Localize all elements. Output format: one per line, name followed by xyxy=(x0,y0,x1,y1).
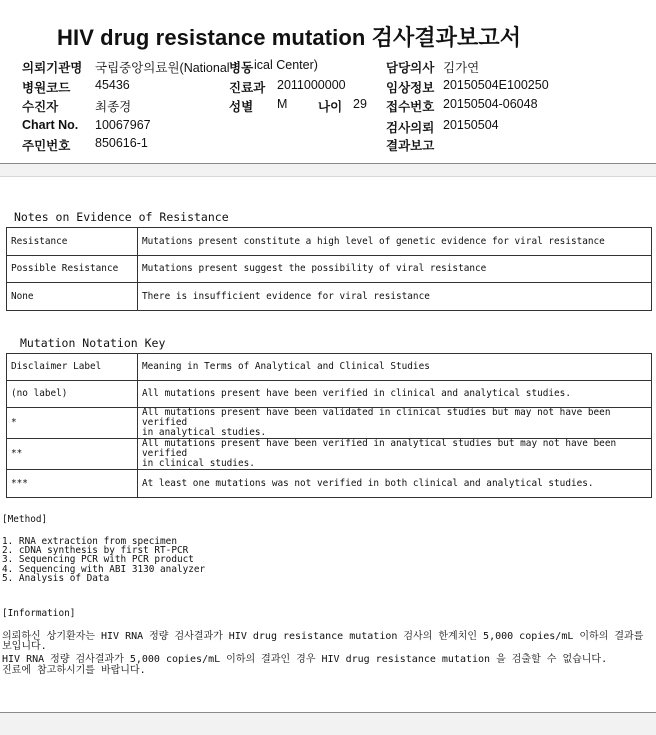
age-value: 29 xyxy=(353,97,367,111)
information-line: 진료에 참고하시기를 바랍니다. xyxy=(2,665,146,676)
notation-meaning-line: in analytical studies. xyxy=(142,427,267,438)
report-title: HIV drug resistance mutation 검사결과보고서 xyxy=(57,25,522,50)
method-step: 2. cDNA synthesis by first RT-PCR xyxy=(2,545,189,556)
chart-no-label: Chart No. xyxy=(22,118,79,132)
table-row xyxy=(7,283,652,311)
result-report-label: 결과보고 xyxy=(386,139,435,153)
information-line: 의뢰하신 상기환자는 HIV RNA 정량 검사결과가 HIV drug resistance mutation 검사의 한계치인 5,000 copies/mL 이하의 결과를 xyxy=(2,631,644,642)
table-row xyxy=(7,439,652,470)
notation-meaning-line: in clinical studies. xyxy=(142,458,255,469)
request-date-label: 검사의뢰 xyxy=(386,121,435,135)
notes-desc: Mutations present constitute a high level of genetic evidence for viral resistance xyxy=(138,228,652,256)
notation-meaning-line: At least one mutations was not verified in both clinical and analytical studies. xyxy=(142,477,594,489)
institution-value: 국립중앙의료원(National xyxy=(95,61,230,75)
information-title: [Information] xyxy=(2,608,76,619)
method-step: 1. RNA extraction from specimen xyxy=(2,536,177,547)
clinical-info-value: 20150504E100250 xyxy=(443,78,549,92)
resident-no-label: 주민번호 xyxy=(22,139,71,153)
method-step: 4. Sequencing with ABI 3130 analyzer xyxy=(2,564,206,575)
table-row xyxy=(7,408,652,439)
patient-value: 최종경 xyxy=(95,100,132,114)
notes-term: Resistance xyxy=(7,228,138,256)
sex-value: M xyxy=(277,97,288,111)
department-value: 2011000000 xyxy=(277,78,346,92)
method-step: 5. Analysis of Data xyxy=(2,573,110,584)
clinical-info-label: 임상정보 xyxy=(386,81,435,95)
notation-meaning-line: All mutations present have been verified in analytical studies but may not have been verified xyxy=(142,438,617,459)
notation-meaning xyxy=(138,408,652,439)
hospital-code-value: 45436 xyxy=(95,78,130,92)
table-row xyxy=(7,381,652,408)
notation-label: (no label) xyxy=(7,381,138,408)
information-line: HIV RNA 정량 검사결과가 5,000 copies/mL 이하의 결과인 경우 HIV drug resistance mutation 을 검출할 수 없습니다. xyxy=(2,654,608,665)
notation-label: ** xyxy=(7,439,138,470)
notation-header-label: Disclaimer Label xyxy=(7,354,138,381)
notes-title: Notes on Evidence of Resistance xyxy=(14,210,229,224)
table-row xyxy=(7,470,652,498)
notes-desc: There is insufficient evidence for viral resistance xyxy=(138,283,652,311)
institution-label: 의뢰기관명 xyxy=(22,61,83,75)
notation-header-meaning: Meaning in Terms of Analytical and Clinical Studies xyxy=(138,354,652,381)
doctor-label: 담당의사 xyxy=(386,61,435,75)
footer-band xyxy=(0,712,656,735)
notation-label: * xyxy=(7,408,138,439)
notes-desc: Mutations present suggest the possibility of viral resistance xyxy=(138,256,652,283)
notes-table xyxy=(6,227,652,311)
notation-meaning xyxy=(138,381,652,408)
institution-value-overflow: ical Center) xyxy=(254,58,318,72)
hospital-code-label: 병원코드 xyxy=(22,81,71,95)
patient-label: 수진자 xyxy=(22,100,59,114)
notes-term: Possible Resistance xyxy=(7,256,138,283)
sex-label: 성별 xyxy=(229,100,254,114)
request-date-value: 20150504 xyxy=(443,118,499,132)
department-label: 진료과 xyxy=(229,81,266,95)
information-line: 보입니다. xyxy=(2,641,47,652)
receipt-no-value: 20150504-06048 xyxy=(443,97,538,111)
notation-meaning xyxy=(138,439,652,470)
table-row xyxy=(7,256,652,283)
ward-label: 병동 xyxy=(229,61,254,75)
table-header-row xyxy=(7,354,652,381)
age-label: 나이 xyxy=(318,100,343,114)
notation-meaning-line: All mutations present have been verified in clinical and analytical studies. xyxy=(142,388,571,399)
method-step: 3. Sequencing PCR with PCR product xyxy=(2,554,194,565)
notation-label: *** xyxy=(7,470,138,498)
notation-title: Mutation Notation Key xyxy=(20,336,166,350)
doctor-value: 김가연 xyxy=(443,61,480,75)
chart-no-value: 10067967 xyxy=(95,118,151,132)
table-row xyxy=(7,228,652,256)
header-separator-band xyxy=(0,164,656,177)
notation-table xyxy=(6,353,652,498)
method-title: [Method] xyxy=(2,514,48,525)
resident-no-value: 850616-1 xyxy=(95,136,148,150)
report-header xyxy=(0,0,656,164)
notation-meaning-line: All mutations present have been validated in clinical studies but may not have been verified xyxy=(142,407,611,428)
receipt-no-label: 접수번호 xyxy=(386,100,435,114)
notes-term: None xyxy=(7,283,138,311)
notation-meaning xyxy=(138,470,652,498)
